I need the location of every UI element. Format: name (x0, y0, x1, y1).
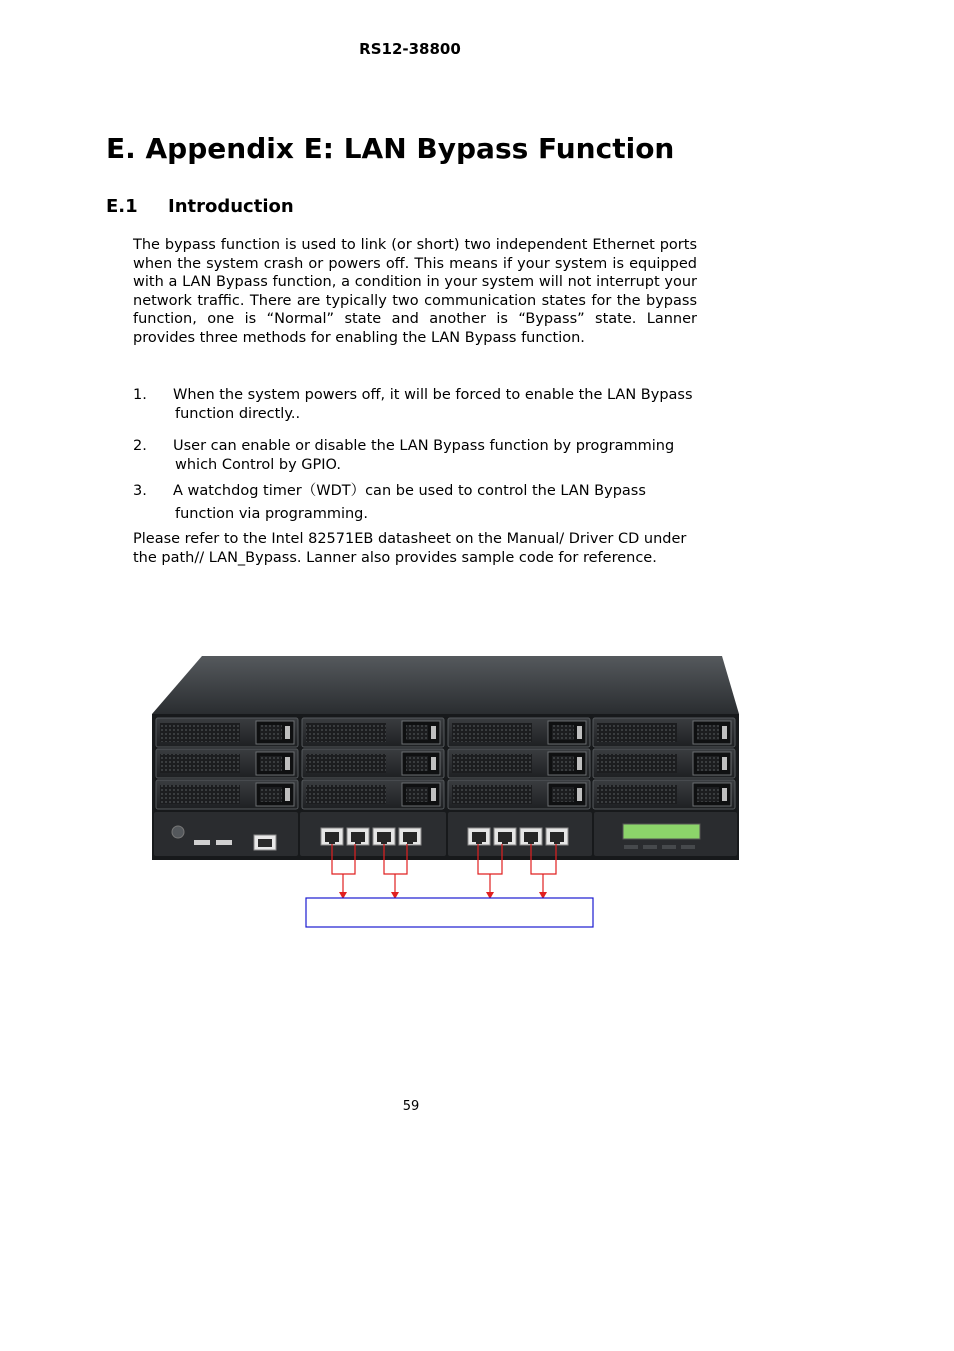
method-number: 3. (133, 483, 147, 499)
section-number: E.1 (106, 196, 138, 217)
method-text-continued: function via programming. (175, 505, 368, 522)
lan-port-icon (494, 828, 516, 845)
drive-tray (593, 780, 735, 809)
drive-tray (593, 718, 735, 747)
lan-port-icon (399, 828, 421, 845)
page-number: 59 (402, 1099, 420, 1114)
drive-tray (593, 749, 735, 778)
drive-tray (156, 749, 298, 778)
drive-tray (448, 749, 590, 778)
drive-tray (448, 718, 590, 747)
intro-paragraph: The bypass function is used to link (or short) two independent Ethernet ports when the system crash or powers off. This means if your system is equipped with a LAN Bypass function, a condition in your system will not interrupt your network traffic. There are typically two communication states for the bypass function, one is “Normal” state and another is “Bypass” state. Lanner provides three methods for enabling the LAN Bypass function. (133, 237, 697, 346)
lan-port-icon (520, 828, 542, 845)
method-text: User can enable or disable the LAN Bypass function by programming (173, 438, 675, 454)
lcd-display (623, 824, 700, 839)
method-item (133, 386, 713, 423)
lan-port-icon (373, 828, 395, 845)
bypass-callout-box (306, 898, 593, 927)
method-number: 1. (133, 387, 147, 403)
method-number: 2. (133, 438, 147, 454)
method-text: A watchdog timer（WDT）can be used to control the LAN Bypass (173, 483, 646, 499)
method-item (133, 482, 713, 523)
section-heading (106, 196, 294, 217)
method-text-continued: function directly.. (175, 405, 301, 422)
lan-port-icon (468, 828, 490, 845)
page-title: E. Appendix E: LAN Bypass Function (106, 132, 675, 165)
lan-port-icon (321, 828, 343, 845)
drive-tray (156, 718, 298, 747)
document-header: RS12-38800 (359, 40, 461, 58)
drive-tray (302, 749, 444, 778)
appliance-figure (132, 644, 760, 936)
lan-port-icon (546, 828, 568, 845)
usb-port-icon (216, 840, 232, 845)
section-title: Introduction (168, 196, 294, 217)
lan-port-icon (347, 828, 369, 845)
method-text-continued: which Control by GPIO. (175, 456, 341, 473)
drive-tray (448, 780, 590, 809)
drive-tray (302, 718, 444, 747)
reference-paragraph: Please refer to the Intel 82571EB datasheet on the Manual/ Driver CD under the path// LAN_Bypass. Lanner also provides sample code for reference. (133, 531, 687, 566)
chassis-top (152, 656, 739, 714)
drive-tray (302, 780, 444, 809)
usb-port-icon (194, 840, 210, 845)
power-button-icon (172, 826, 184, 838)
drive-tray (156, 780, 298, 809)
method-item (133, 437, 713, 474)
method-text: When the system powers off, it will be forced to enable the LAN Bypass (173, 387, 693, 403)
appliance-front-panel-image (132, 644, 760, 936)
